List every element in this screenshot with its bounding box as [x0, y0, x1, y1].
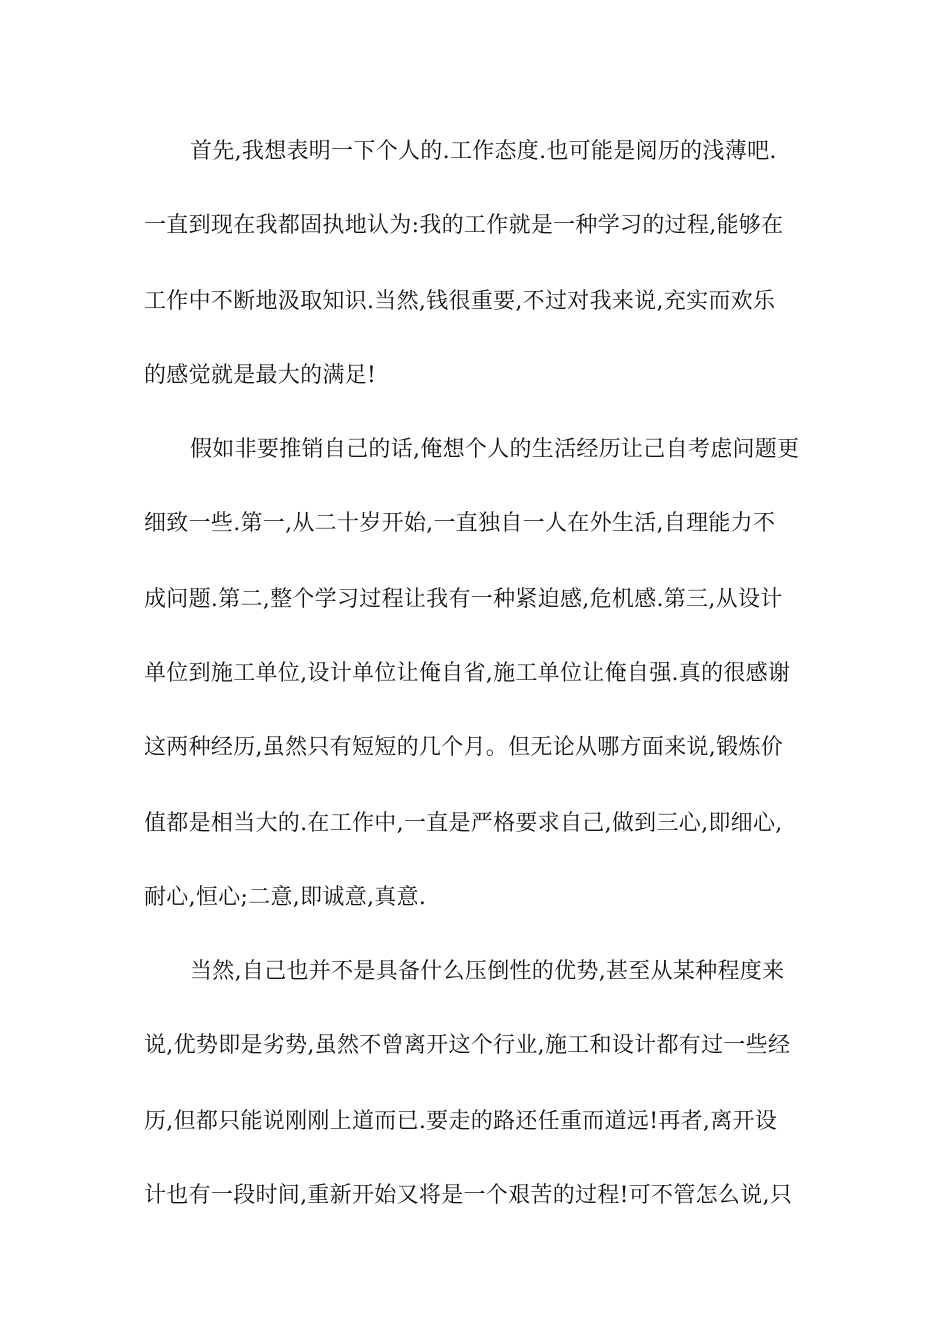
paragraph-1-line-4: 的感觉就是最大的满足! — [144, 363, 377, 388]
paragraph-2-line-1: 假如非要推销自己的话,俺想个人的生活经历让己自考虑问题更 — [190, 437, 800, 462]
paragraph-2-line-5: 这两种经历,虽然只有短短的几个月。但无论从哪方面来说,锻炼价 — [144, 735, 783, 760]
paragraph-3-line-3: 历,但都只能说刚刚上道而已.要走的路还任重而道远!再者,离开设 — [144, 1109, 778, 1134]
paragraph-2-line-4: 单位到施工单位,设计单位让俺自省,施工单位让俺自强.真的很感谢 — [144, 661, 791, 686]
paragraph-2-line-6: 值都是相当大的.在工作中,一直是严格要求自己,做到三心,即细心, — [144, 811, 783, 836]
paragraph-3-line-1: 当然,自己也并不是具备什么压倒性的优势,甚至从某种程度来 — [190, 959, 785, 984]
paragraph-1-line-3: 工作中不断地汲取知识.当然,钱很重要,不过对我来说,充实而欢乐 — [144, 289, 776, 314]
paragraph-3-line-4: 计也有一段时间,重新开始又将是一个艰苦的过程!可不管怎么说,只 — [144, 1183, 793, 1208]
paragraph-2-line-7: 耐心,恒心;二意,即诚意,真意. — [144, 885, 427, 910]
paragraph-2-line-2: 细致一些.第一,从二十岁开始,一直独自一人在外生活,自理能力不 — [144, 511, 776, 536]
paragraph-1-line-2: 一直到现在我都固执地认为:我的工作就是一种学习的过程,能够在 — [144, 213, 784, 238]
paragraph-3-line-2: 说,优势即是劣势,虽然不曾离开这个行业,施工和设计都有过一些经 — [144, 1033, 791, 1058]
paragraph-2-line-3: 成问题.第二,整个学习过程让我有一种紧迫感,危机感.第三,从设计 — [144, 587, 783, 612]
paragraph-1-line-1: 首先,我想表明一下个人的.工作态度.也可能是阅历的浅薄吧. — [190, 139, 777, 164]
